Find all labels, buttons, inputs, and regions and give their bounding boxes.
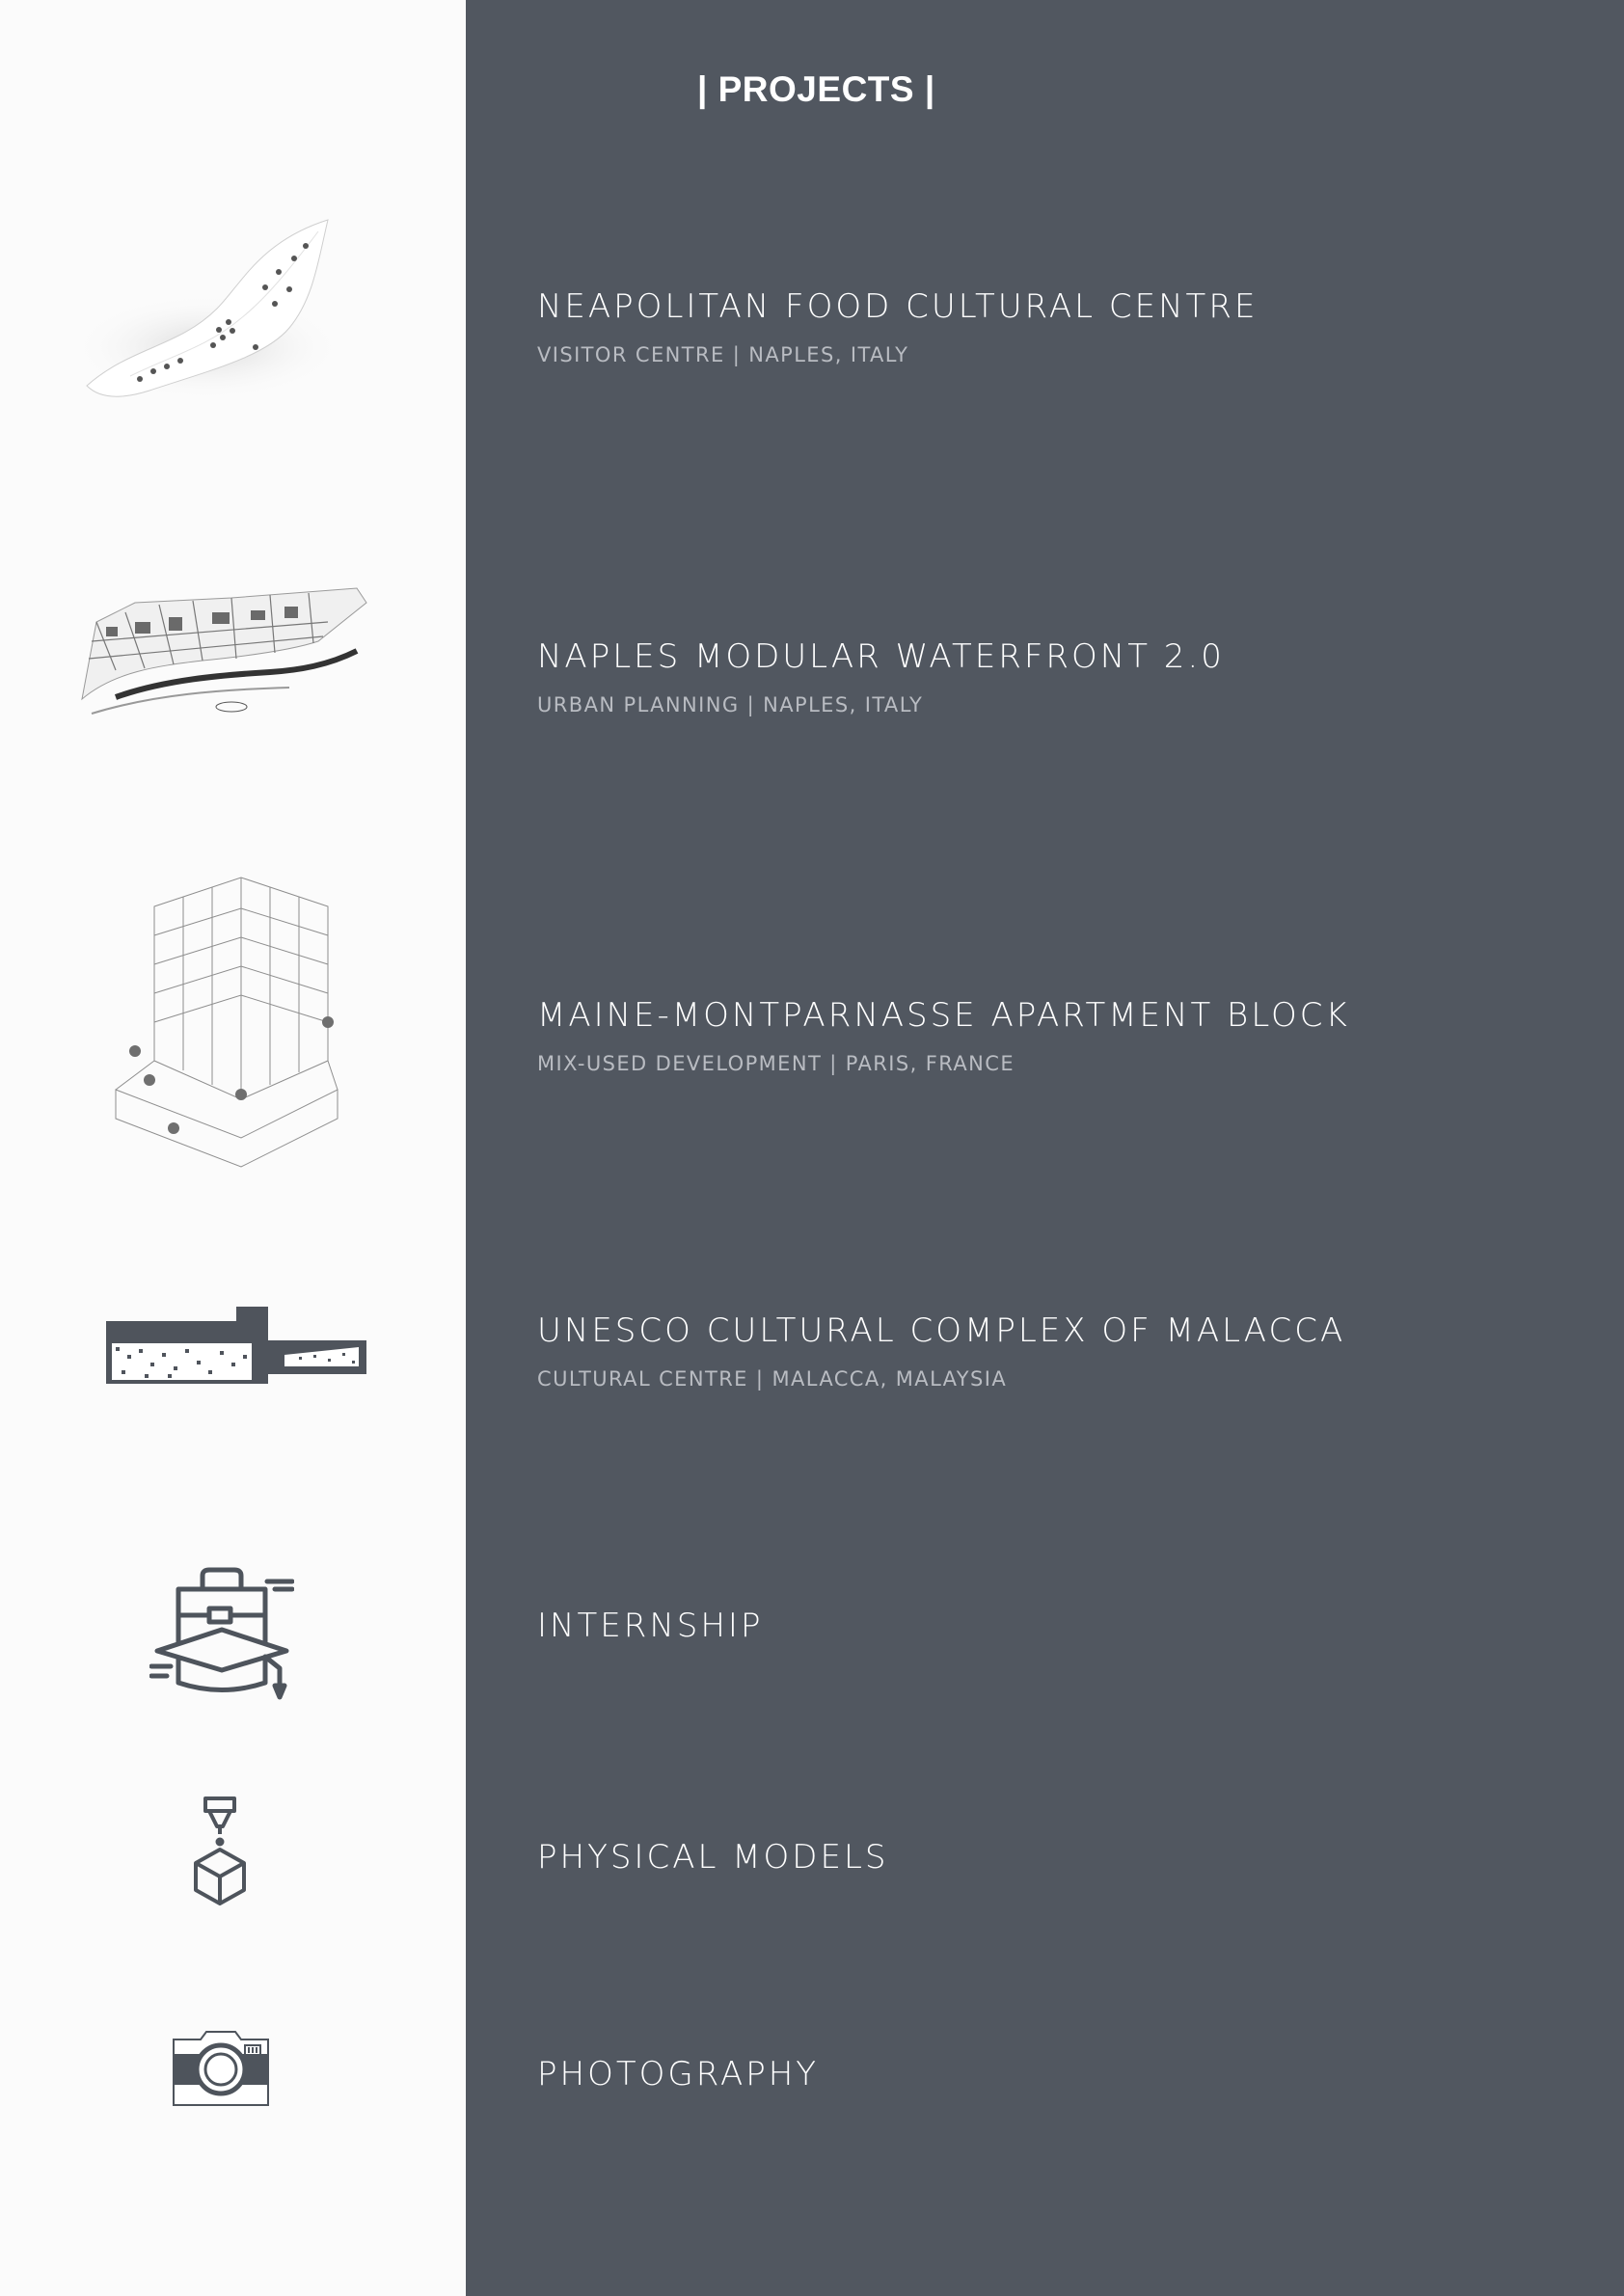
projects-panel <box>466 0 1624 2296</box>
project-title[interactable]: MAINE-MONTPARNASSE APARTMENT BLOCK <box>537 996 1350 1035</box>
page-title: | PROJECTS | <box>697 69 935 109</box>
section-title[interactable]: PHYSICAL MODELS <box>537 1838 889 1877</box>
waterfront-plan-thumbnail[interactable] <box>77 583 371 728</box>
section-title[interactable]: INTERNSHIP <box>537 1607 764 1645</box>
section-entry-photography[interactable] <box>537 2055 819 2093</box>
project-entry[interactable] <box>537 1311 1345 1391</box>
project-title[interactable]: UNESCO CULTURAL COMPLEX OF MALACCA <box>537 1311 1346 1350</box>
project-subtitle: CULTURAL CENTRE | MALACCA, MALAYSIA <box>537 1367 1008 1391</box>
project-entry[interactable] <box>537 287 1258 366</box>
project-title[interactable]: NAPLES MODULAR WATERFRONT 2.0 <box>537 637 1225 676</box>
thumbnail-column <box>0 0 466 2296</box>
apartment-axonometric-thumbnail[interactable] <box>96 868 357 1186</box>
project-entry[interactable] <box>537 996 1350 1075</box>
complex-elevation-thumbnail[interactable] <box>106 1307 371 1389</box>
project-title[interactable]: NEAPOLITAN FOOD CULTURAL CENTRE <box>537 287 1259 326</box>
section-entry-internship[interactable] <box>537 1607 763 1645</box>
project-subtitle: URBAN PLANNING | NAPLES, ITALY <box>537 693 924 716</box>
briefcase-graduation-icon <box>149 1562 294 1702</box>
section-title[interactable]: PHOTOGRAPHY <box>537 2055 820 2093</box>
section-entry-physical-models[interactable] <box>537 1838 888 1877</box>
project-subtitle: VISITOR CENTRE | NAPLES, ITALY <box>537 343 909 366</box>
project-subtitle: MIX-USED DEVELOPMENT | PARIS, FRANCE <box>537 1052 1015 1075</box>
canopy-rendering-thumbnail[interactable] <box>72 203 347 415</box>
3d-print-cube-icon <box>188 1794 251 1914</box>
project-entry[interactable] <box>537 637 1225 716</box>
camera-icon <box>172 2030 270 2107</box>
